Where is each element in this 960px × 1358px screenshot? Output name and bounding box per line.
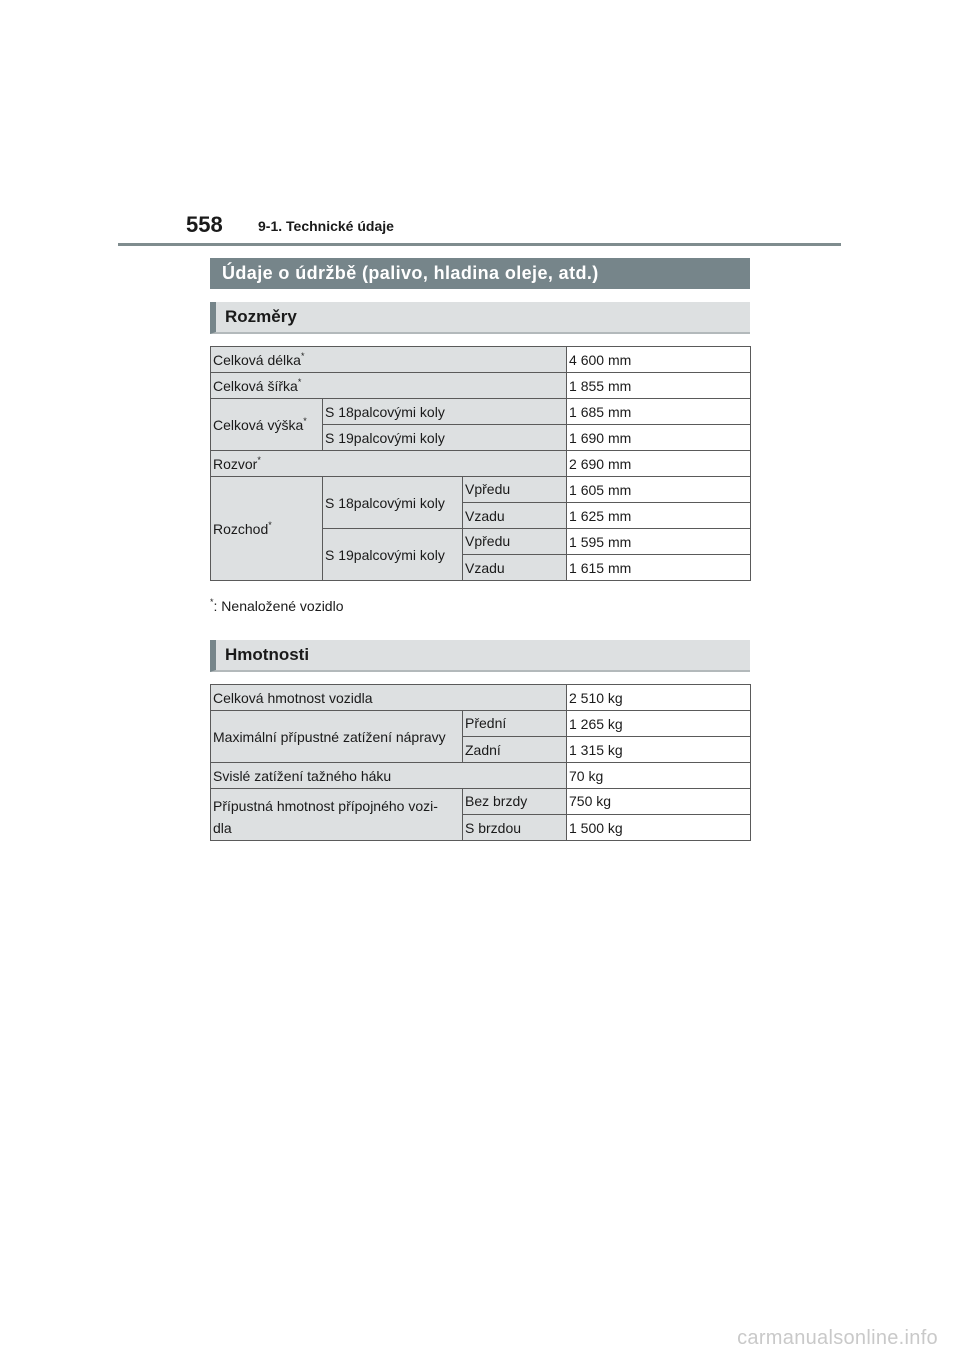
- height-19-label: S 19palcovými koly: [323, 425, 567, 451]
- table-row: [211, 763, 751, 789]
- trailer-weight-label-line: Přípustná hmotnost přípojného vozi-: [213, 798, 438, 814]
- axle-rear-label: Zadní: [463, 737, 567, 763]
- trailer-unbraked-value: 750 kg: [567, 789, 751, 815]
- track-18-front-value: 1 605 mm: [567, 477, 751, 503]
- table-row: [211, 711, 751, 737]
- track-19-front-value: 1 595 mm: [567, 529, 751, 555]
- page-number: 558: [186, 212, 223, 237]
- footnote: *: Nenaložené vozidlo: [210, 597, 344, 614]
- weights-table: [210, 684, 751, 841]
- table-row: [211, 477, 751, 503]
- track-19-rear-label: Vzadu: [463, 555, 567, 581]
- asterisk-mark: *: [268, 519, 272, 530]
- asterisk-mark: *: [303, 415, 307, 426]
- asterisk-mark: *: [257, 454, 261, 465]
- overall-width-label: Celková šířka*: [211, 373, 567, 399]
- overall-width-value: 1 855 mm: [567, 373, 751, 399]
- section-title: Údaje o údržbě (palivo, hladina oleje, atd.): [210, 258, 750, 289]
- track-18-label: S 18palcovými koly: [323, 477, 463, 529]
- axle-rear-value: 1 315 kg: [567, 737, 751, 763]
- dimensions-table: [210, 346, 751, 581]
- trailer-weight-label-line: dla: [213, 820, 232, 836]
- asterisk-mark: *: [300, 350, 305, 361]
- axle-front-label: Přední: [463, 711, 567, 737]
- table-row: [211, 347, 751, 373]
- asterisk-mark: *: [297, 376, 302, 387]
- height-18-label: S 18palcovými koly: [323, 399, 567, 425]
- height-18-value: 1 685 mm: [567, 399, 751, 425]
- height-19-value: 1 690 mm: [567, 425, 751, 451]
- table-row: [211, 399, 751, 425]
- track-19-front-label: Vpředu: [463, 529, 567, 555]
- table-row: [211, 789, 751, 815]
- track-18-rear-value: 1 625 mm: [567, 503, 751, 529]
- track-19-label: S 19palcovými koly: [323, 529, 463, 581]
- trailer-weight-label: [211, 789, 463, 841]
- table-row: [211, 373, 751, 399]
- gross-weight-value: 2 510 kg: [567, 685, 751, 711]
- table-row: [211, 451, 751, 477]
- track-18-front-label: Vpředu: [463, 477, 567, 503]
- table-row: [211, 685, 751, 711]
- track-19-rear-value: 1 615 mm: [567, 555, 751, 581]
- track-label: Rozchod*: [211, 477, 323, 581]
- chapter-title: 9-1. Technické údaje: [258, 218, 394, 234]
- overall-height-label: Celková výška*: [211, 399, 323, 451]
- weights-heading: Hmotnosti: [210, 640, 750, 672]
- asterisk-mark: *: [210, 597, 214, 607]
- watermark: carmanualsonline.info: [737, 1327, 938, 1349]
- gross-weight-label: Celková hmotnost vozidla: [211, 685, 567, 711]
- axle-load-label: Maximální přípustné zatížení nápravy: [211, 711, 463, 763]
- overall-length-value: 4 600 mm: [567, 347, 751, 373]
- trailer-braked-value: 1 500 kg: [567, 815, 751, 841]
- wheelbase-label: Rozvor*: [211, 451, 567, 477]
- wheelbase-value: 2 690 mm: [567, 451, 751, 477]
- axle-front-value: 1 265 kg: [567, 711, 751, 737]
- dimensions-heading: Rozměry: [210, 302, 750, 334]
- hitch-load-value: 70 kg: [567, 763, 751, 789]
- hitch-load-label: Svislé zatížení tažného háku: [211, 763, 567, 789]
- header-divider: [118, 243, 841, 246]
- trailer-unbraked-label: Bez brzdy: [463, 789, 567, 815]
- overall-length-label: Celková délka*: [211, 347, 567, 373]
- track-18-rear-label: Vzadu: [463, 503, 567, 529]
- trailer-braked-label: S brzdou: [463, 815, 567, 841]
